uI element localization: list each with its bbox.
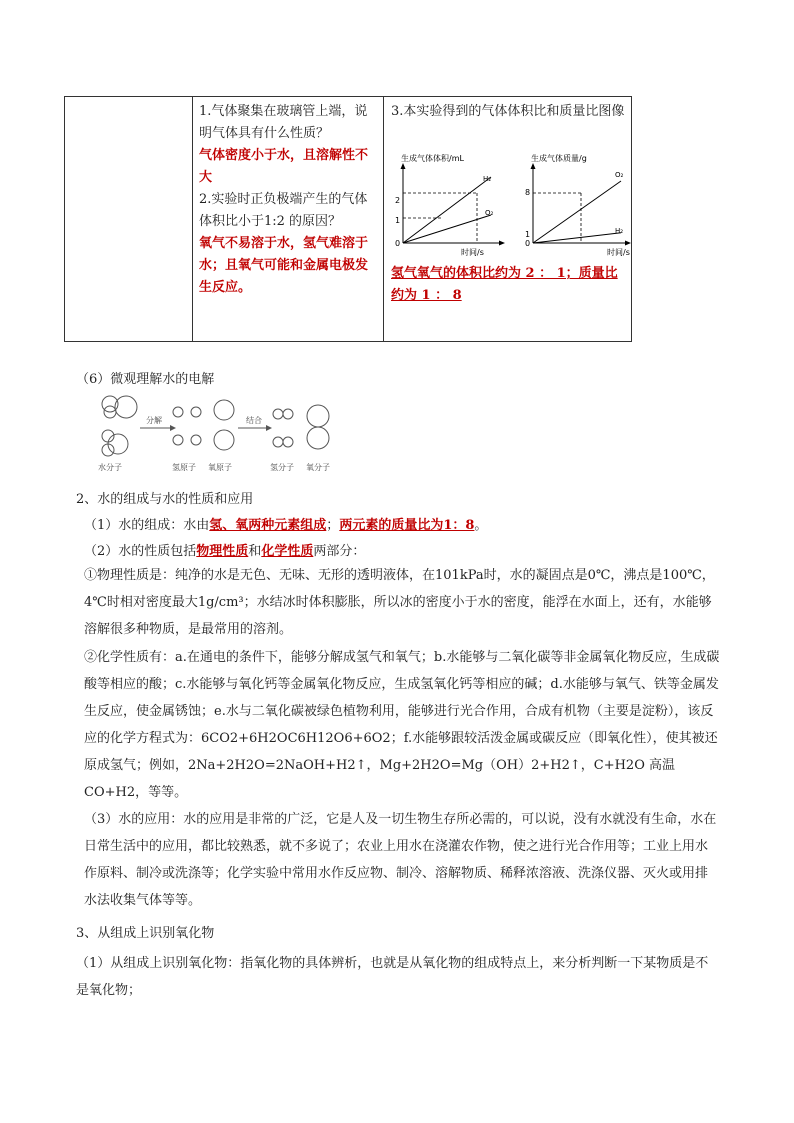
properties-and: 和 xyxy=(248,544,262,559)
mass-label-h2: H₂ xyxy=(615,227,624,235)
water-molecule-bottom xyxy=(102,430,128,456)
oxide-identification-paragraph: （1）从组成上识别氧化物：指氧化物的具体辨析，也就是从氧化物的组成特点上，来分析判断一下某物质是不是氧化物； xyxy=(76,956,709,998)
volume-series-o2 xyxy=(403,215,491,243)
oxygen-atom xyxy=(214,400,234,420)
answer-1: 气体密度小于水，且溶解性不大 xyxy=(199,148,369,185)
question-cell xyxy=(199,101,379,299)
label-hydrogen-molecule: 氢分子 xyxy=(270,463,294,472)
volume-chart xyxy=(387,151,507,263)
mass-tick-1: 1 xyxy=(525,230,531,239)
oxygen-atom xyxy=(214,430,234,450)
composition-line xyxy=(84,514,487,533)
volume-tick-1: 1 xyxy=(395,216,401,225)
label-oxygen-atom: 氧原子 xyxy=(208,463,232,472)
question-3: 3.本实验得到的气体体积比和质量比图像 xyxy=(391,104,625,119)
chart-cell xyxy=(391,101,629,123)
volume-y-arrow xyxy=(401,163,406,169)
oxygen-molecule xyxy=(307,405,329,427)
hydrogen-molecule xyxy=(273,409,283,419)
mass-y-arrow xyxy=(531,163,536,169)
question-2: 2.实验时正负极端产生的气体体积比小于1:2 的原因？ xyxy=(199,192,368,229)
mass-tick-8: 8 xyxy=(525,188,531,197)
properties-prefix: （2）水的性质包括 xyxy=(84,544,197,559)
properties-end: 两部分： xyxy=(313,544,366,559)
hydrogen-molecule xyxy=(283,409,293,419)
mass-chart xyxy=(511,151,633,263)
chemical-properties-term: 化学性质 xyxy=(261,544,314,559)
volume-series-h2 xyxy=(403,177,491,243)
hydrogen-molecule xyxy=(273,437,283,447)
mass-tick-0: 0 xyxy=(525,239,531,248)
label-hydrogen-atom: 氢原子 xyxy=(172,463,196,472)
electrolysis-diagram xyxy=(92,390,352,480)
composition-prefix: （1）水的组成：水由 xyxy=(84,518,210,533)
section2-heading: 2、水的组成与水的性质和应用 xyxy=(76,492,254,507)
volume-x-arrow xyxy=(499,241,505,246)
volume-label-h2: H₂ xyxy=(483,175,492,183)
answer-2: 氧气不易溶于水，氢气难溶于水；且氧气可能和金属电极发生反应。 xyxy=(199,236,369,295)
label-water-molecule: 水分子 xyxy=(98,463,122,472)
combine-arrowhead xyxy=(266,425,272,431)
volume-label-o2: O₂ xyxy=(485,209,494,217)
mass-x-arrow xyxy=(625,241,631,246)
mass-series-o2 xyxy=(533,181,624,243)
volume-tick-0: 0 xyxy=(395,239,401,248)
volume-xlabel: 时间/s xyxy=(461,248,484,257)
answer-3: 氢气氧气的体积比约为 2 ： 1；质量比约为 1 ： 8 xyxy=(391,266,618,303)
hydrogen-atom xyxy=(173,435,183,445)
decompose-label: 分解 xyxy=(146,416,162,425)
table-divider xyxy=(383,97,384,341)
section6-title: （6）微观理解水的电解 xyxy=(76,372,215,387)
composition-mass-ratio: 两元素的质量比为1：8 xyxy=(339,518,475,533)
hydrogen-atom xyxy=(191,435,201,445)
chemical-properties-paragraph: ②化学性质有：a.在通电的条件下，能够分解成氢气和氧气；b.水能够与二氧化碳等非金属氧化物反应，生成碳酸等相应的酸；c.水能够与氧化钙等金属氧化物反应，生成氢氧化钙等相应的碱；d.水能够与氧气、铁等金属发生反应，使金属锈蚀；e.水与二氧化碳被绿色植物利用，能够进行光合作用，合成有机物（主要是淀粉），该反应的化学方程式为：6CO2+6H2OC6H12O6+6O2；f.水能够跟较活泼金属或碳反应（即氧化性），使其被还原成氢气；例如，2Na+2H2O=2NaOH+H2↑，Mg+2H2O=Mg（OH）2+H2↑，C+H2O 高温 CO+H2，等等。 xyxy=(84,650,720,800)
hydrogen-atom xyxy=(173,407,183,417)
mass-ylabel: 生成气体质量/g xyxy=(531,154,587,163)
hydrogen-molecule xyxy=(283,437,293,447)
decompose-arrowhead xyxy=(170,425,176,431)
water-applications-paragraph: （3）水的应用：水的应用是非常的广泛，它是人及一切生物生存所必需的，可以说，没有水就没有生命，水在日常生活中的应用，都比较熟悉，就不多说了；农业上用水在浇灌农作物，使之进行光合作用等；工业上用水作原料、制冷或洗涤等；化学实验中常用水作反应物、制冷、溶解物质、稀释浓溶液、洗涤仪器、灭火或用排水法收集气体等等。 xyxy=(84,812,717,908)
mass-xlabel: 时间/s xyxy=(607,248,630,257)
physical-properties-term: 物理性质 xyxy=(196,544,249,559)
mass-label-o2: O₂ xyxy=(615,171,624,179)
table-divider xyxy=(192,97,193,341)
composition-end: 。 xyxy=(474,518,488,533)
experiment-table xyxy=(64,96,632,342)
properties-line xyxy=(84,540,365,559)
question-1: 1.气体聚集在玻璃管上端，说明气体具有什么性质？ xyxy=(199,104,368,141)
label-oxygen-molecule: 氧分子 xyxy=(306,463,330,472)
physical-properties-paragraph: ①物理性质是：纯净的水是无色、无味、无形的透明液体，在101kPa时，水的凝固点是0℃，沸点是100℃，4℃时相对密度最大1g/cm³；水结冰时体积膨胀，所以冰的密度小于水的密度，能浮在水面上，还有，水能够溶解很多种物质，是最常用的溶剂。 xyxy=(84,568,715,637)
combine-label: 结合 xyxy=(246,416,262,425)
oxygen-molecule xyxy=(307,427,329,449)
volume-tick-2: 2 xyxy=(395,196,401,205)
composition-sep: ； xyxy=(326,518,340,533)
hydrogen-atom xyxy=(191,407,201,417)
water-molecule-top xyxy=(102,396,137,418)
section3-heading: 3、从组成上识别氧化物 xyxy=(76,926,215,941)
volume-ylabel: 生成气体体积/mL xyxy=(401,154,464,163)
composition-elements: 氢、氧两种元素组成 xyxy=(209,518,327,533)
chart-answer-cell xyxy=(391,263,629,307)
